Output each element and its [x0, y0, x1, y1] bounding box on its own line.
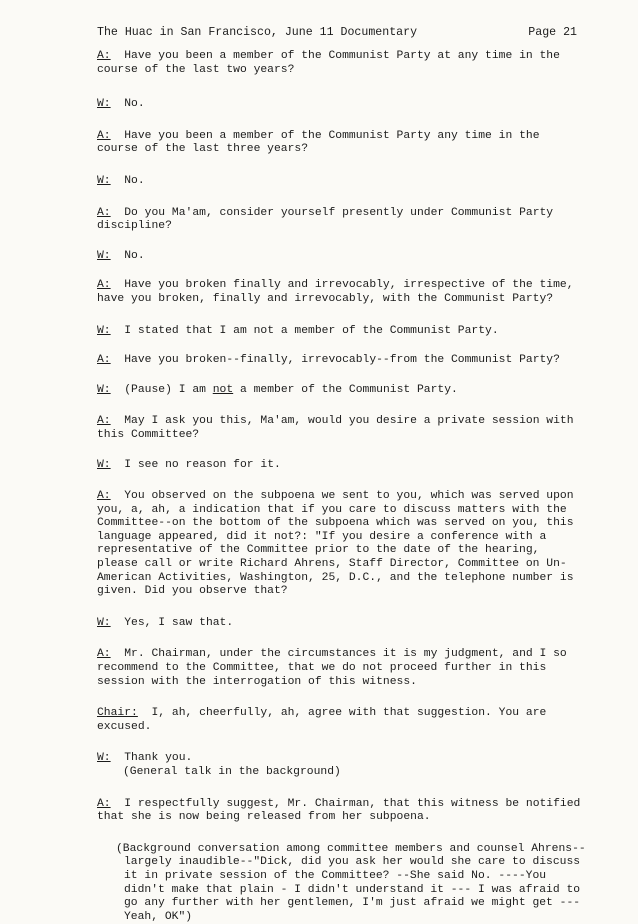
transcript-entry — [97, 617, 587, 631]
stage-note: (General talk in the background) — [123, 766, 341, 778]
entry-text: Do you Ma'am, consider yourself presently under Communist Party discipline? — [97, 206, 554, 233]
speaker-label: A: — [97, 415, 111, 428]
document-title: The Huac in San Francisco, June 11 Documentary — [97, 26, 418, 39]
emphasis-text: not — [212, 383, 234, 396]
entry-text-before: (Pause) I am — [124, 383, 213, 396]
entry-text-after: a member of the Communist Party. — [233, 383, 458, 396]
entry-text: Yes, I saw that. — [124, 616, 234, 629]
speaker-label: A: — [97, 490, 111, 503]
entry-text: Thank you. — [124, 752, 193, 765]
speaker-label: A: — [97, 50, 111, 62]
entry-text: I respectfully suggest, Mr. Chairman, that this witness be notified that she is now being released from her subpoena. — [97, 797, 581, 824]
transcript-entry — [97, 279, 587, 306]
speaker-label: A: — [97, 354, 111, 367]
transcript-entry — [97, 50, 587, 77]
page-header — [97, 26, 577, 40]
speaker-label: W: — [97, 174, 111, 187]
transcript-body — [97, 50, 587, 924]
transcript-entry — [97, 175, 587, 189]
speaker-label: W: — [97, 383, 111, 396]
speaker-label: Chair: — [97, 707, 138, 720]
entry-text: I stated that I am not a member of the Communist Party. — [124, 324, 499, 337]
background-conversation: (Background conversation among committee members and counsel Ahrens--largely inaudible--"Dick, did you ask her would she care to discuss it in private session of the Committee? --She said No. ----You didn't make that plain - I didn't understand it --- I was afraid to go any further with her gentlemen, I'm just afraid we might get ---Yeah, OK") — [116, 842, 586, 923]
transcript-entry — [97, 490, 587, 599]
entry-text: Have you been a member of the Communist Party any time in the course of the last three years? — [97, 129, 540, 156]
speaker-label: W: — [97, 324, 111, 337]
transcript-entry — [97, 98, 587, 112]
speaker-label: W: — [97, 98, 111, 111]
entry-text: Mr. Chairman, under the circumstances it is my judgment, and I so recommend to the Committee, that we do not proceed further in this session with the interrogation of this witness. — [97, 648, 567, 688]
speaker-label: A: — [97, 279, 111, 292]
entry-text: Have you broken finally and irrevocably, irrespective of the time, have you broken, finally and irrevocably, with the Communist Party? — [97, 279, 574, 305]
speaker-label: W: — [97, 458, 111, 471]
speaker-label: W: — [97, 616, 111, 629]
entry-text: May I ask you this, Ma'am, would you desire a private session with this Committee? — [97, 415, 574, 441]
speaker-label: A: — [97, 129, 111, 142]
transcript-entry — [97, 354, 587, 368]
transcript-entry — [97, 798, 587, 825]
entry-text: No. — [124, 174, 145, 187]
transcript-entry — [97, 648, 587, 689]
transcript-entry — [97, 752, 587, 766]
speaker-label: A: — [97, 648, 111, 661]
speaker-label: A: — [97, 797, 111, 810]
entry-text: You observed on the subpoena we sent to you, which was served upon you, a, ah, a indication that if you care to discuss matters with the Committee--on the bottom of the subpoena which was served on you, this language appeared, did it not?: "If you desire a conference with a representative of the Committee prior to the date of the hearing, please call or write Richard Ahrens, Staff Director, Committee on Un-American Activities, Washington, 25, D.C., and the telephone number is given. Did you observe that? — [97, 490, 574, 598]
transcript-entry — [97, 325, 587, 339]
transcript-entry — [97, 415, 587, 442]
entry-text: No. — [124, 98, 145, 111]
speaker-label: W: — [97, 752, 111, 765]
speaker-label: A: — [97, 206, 111, 219]
transcript-entry — [97, 130, 587, 157]
transcript-entry — [97, 250, 587, 264]
page-number: Page 21 — [528, 26, 577, 39]
entry-text: Have you been a member of the Communist Party at any time in the course of the last two years? — [97, 50, 560, 76]
speaker-label: W: — [97, 249, 111, 262]
transcript-entry — [97, 384, 587, 398]
transcript-entry — [97, 207, 587, 234]
entry-text: No. — [124, 249, 145, 262]
entry-text: I, ah, cheerfully, ah, agree with that suggestion. You are excused. — [97, 707, 547, 733]
entry-text: Have you broken--finally, irrevocably--from the Communist Party? — [124, 354, 560, 367]
transcript-entry — [97, 707, 587, 734]
entry-text: I see no reason for it. — [124, 458, 281, 471]
transcript-entry — [97, 459, 587, 473]
